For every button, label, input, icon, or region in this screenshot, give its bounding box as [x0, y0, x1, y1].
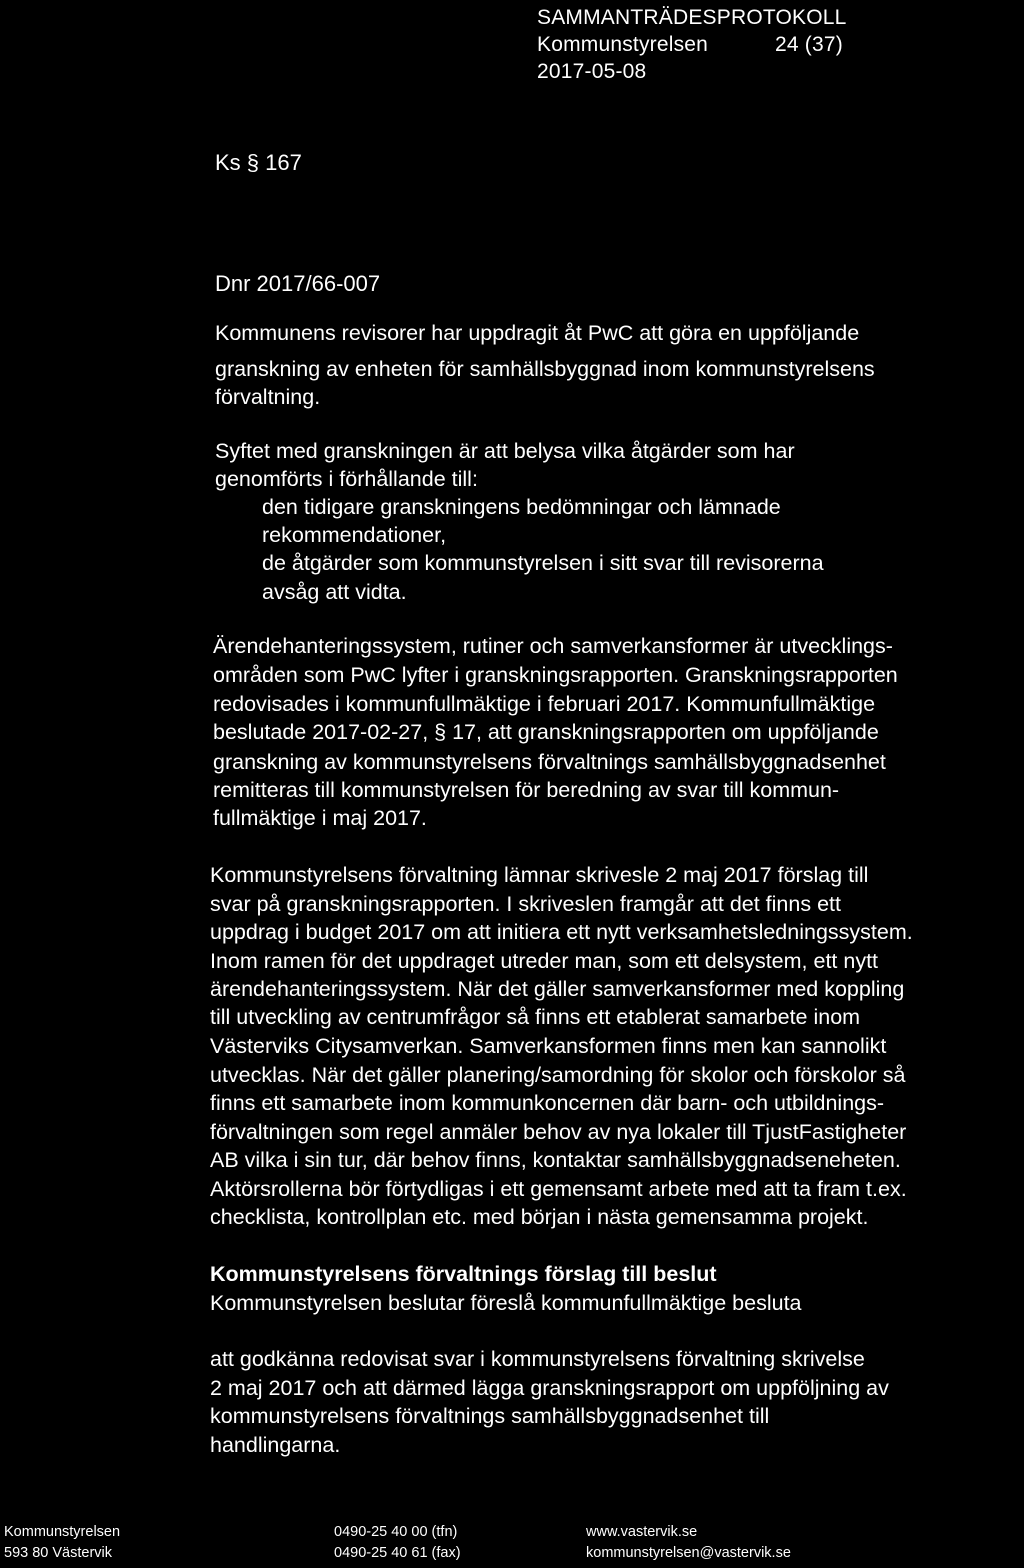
- text-line: fullmäktige i maj 2017.: [213, 806, 427, 830]
- list-item: de åtgärder som kommunstyrelsen i sitt svar till revisorerna: [262, 551, 824, 575]
- body-name: Kommunstyrelsen: [537, 33, 709, 56]
- text-line: att godkänna redovisat svar i kommunstyrelsens förvaltning skrivelse: [210, 1347, 865, 1371]
- proposal-intro: Kommunstyrelsen beslutar föreslå kommunfullmäktige besluta: [210, 1291, 802, 1315]
- meeting-date: 2017-05-08: [537, 60, 647, 83]
- text-line: ärendehanteringssystem. När det gäller samverkansformer med koppling: [210, 977, 905, 1001]
- text-line: förvaltning.: [215, 385, 321, 409]
- list-item: den tidigare granskningens bedömningar och lämnade: [262, 495, 781, 519]
- text-line: utvecklas. När det gäller planering/samordning för skolor och förskolor så: [210, 1063, 906, 1087]
- text-line: granskning av kommunstyrelsens förvaltnings samhällsbyggnadsenhet: [213, 750, 886, 774]
- footer-email-link[interactable]: kommunstyrelsen@vastervik.se: [586, 1545, 791, 1561]
- text-line: AB vilka i sin tur, där behov finns, kontaktar samhällsbyggnadseneheten.: [210, 1148, 901, 1172]
- text-line: Ärendehanteringssystem, rutiner och samverkansformer är utvecklings-: [213, 634, 893, 658]
- text-line: kommunstyrelsens förvaltnings samhällsbyggnadsenhet till: [210, 1404, 770, 1428]
- text-line: redovisades i kommunfullmäktige i februari 2017. Kommunfullmäktige: [213, 692, 876, 716]
- text-line: områden som PwC lyfter i granskningsrapporten. Granskningsrapporten: [213, 663, 898, 687]
- footer-postal-address: 593 80 Västervik: [4, 1545, 113, 1561]
- text-line: granskning av enheten för samhällsbyggnad inom kommunstyrelsens: [215, 357, 875, 381]
- text-line: Kommunens revisorer har uppdragit åt PwC att göra en uppföljande: [215, 321, 860, 345]
- text-line: Aktörsrollerna bör förtydligas i ett gemensamt arbete med att ta fram t.ex.: [210, 1177, 907, 1201]
- text-line: Inom ramen för det uppdraget utreder man, som ett delsystem, ett nytt: [210, 949, 879, 973]
- page-number: 24 (37): [775, 33, 843, 56]
- footer-fax: 0490-25 40 61 (fax): [334, 1545, 461, 1561]
- footer-website-link[interactable]: www.vastervik.se: [586, 1524, 698, 1540]
- diary-number: Dnr 2017/66-007: [215, 271, 381, 296]
- text-line: svar på granskningsrapporten. I skriveslen framgår att det finns ett: [210, 892, 841, 916]
- text-line: Västerviks Citysamverkan. Samverkansformen finns men kan sannolikt: [210, 1034, 887, 1058]
- section-id: Ks § 167: [215, 150, 302, 175]
- proposal-heading: Kommunstyrelsens förvaltnings förslag till beslut: [210, 1262, 717, 1286]
- list-item: rekommendationer,: [262, 523, 447, 547]
- text-line: remitteras till kommunstyrelsen för beredning av svar till kommun-: [213, 778, 840, 802]
- text-line: handlingarna.: [210, 1433, 341, 1457]
- text-line: till utveckling av centrumfrågor så finns ett etablerat samarbete inom: [210, 1005, 861, 1029]
- text-line: genomförts i förhållande till:: [215, 467, 478, 491]
- text-line: checklista, kontrollplan etc. med början i nästa gemensamma projekt.: [210, 1205, 869, 1229]
- footer-phone: 0490-25 40 00 (tfn): [334, 1524, 458, 1540]
- footer-org-name: Kommunstyrelsen: [4, 1524, 121, 1540]
- text-line: Syftet med granskningen är att belysa vilka åtgärder som har: [215, 439, 795, 463]
- text-line: 2 maj 2017 och att därmed lägga granskningsrapport om uppföljning av: [210, 1376, 889, 1400]
- list-item: avsåg att vidta.: [262, 580, 407, 604]
- text-line: förvaltningen som regel anmäler behov av nya lokaler till TjustFastigheter: [210, 1120, 907, 1144]
- text-line: finns ett samarbete inom kommunkoncernen där barn- och utbildnings-: [210, 1091, 885, 1115]
- text-line: Kommunstyrelsens förvaltning lämnar skrivesle 2 maj 2017 förslag till: [210, 863, 869, 887]
- text-line: uppdrag i budget 2017 om att initiera ett nytt verksamhetsledningssystem.: [210, 920, 913, 944]
- text-line: beslutade 2017-02-27, § 17, att granskningsrapporten om uppföljande: [213, 720, 879, 744]
- protocol-title: SAMMANTRÄDESPROTOKOLL: [537, 6, 847, 29]
